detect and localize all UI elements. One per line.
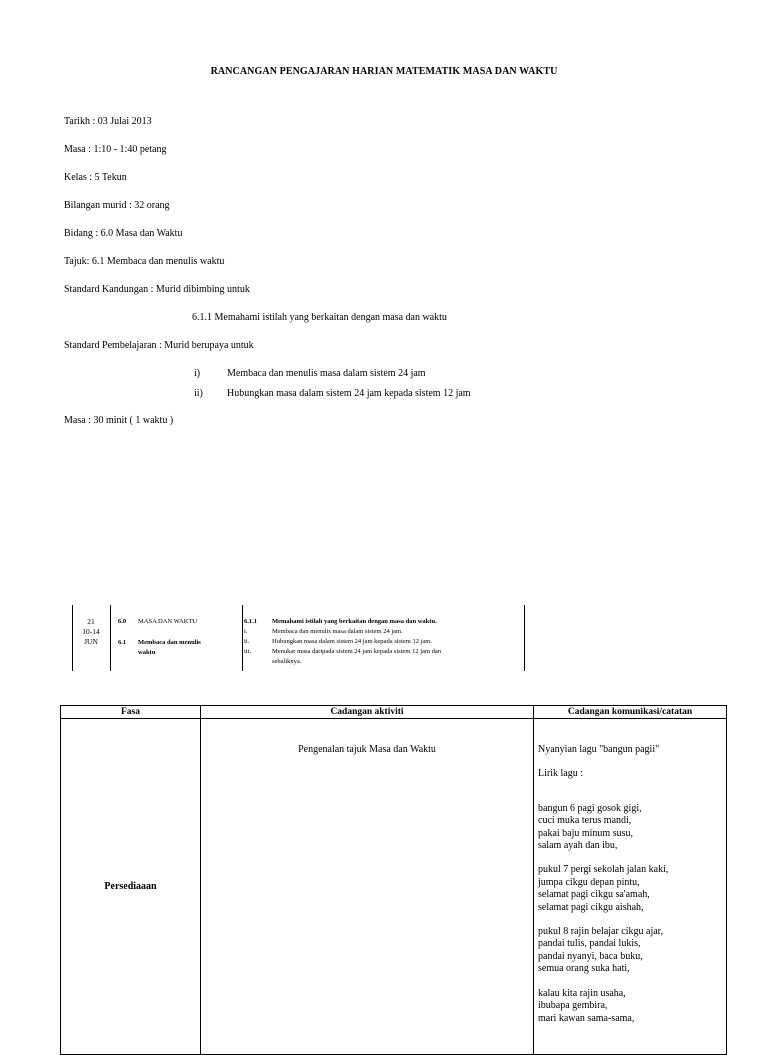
snapshot-sk-code: 6.1.1 bbox=[244, 618, 257, 625]
snapshot-sp-text: Membaca dan menulis masa dalam sistem 24 jam. bbox=[272, 628, 403, 635]
header-aktiviti: Cadangan aktiviti bbox=[201, 706, 534, 719]
aktiviti-cell bbox=[201, 719, 534, 1055]
curriculum-snapshot bbox=[72, 605, 526, 671]
lyric-line: jumpa cikgu depan pintu, bbox=[538, 876, 640, 888]
header-komunikasi: Cadangan komunikasi/catatan bbox=[534, 706, 727, 719]
objective-text: Hubungkan masa dalam sistem 24 jam kepada sistem 12 jam bbox=[227, 388, 471, 399]
week-number: 21 bbox=[87, 617, 95, 626]
week-dates: 10-14 bbox=[82, 627, 100, 636]
snapshot-week bbox=[74, 617, 108, 647]
snapshot-divider bbox=[110, 605, 111, 671]
snapshot-divider bbox=[524, 605, 525, 671]
lesson-table bbox=[60, 705, 727, 1055]
table-row bbox=[61, 719, 727, 1055]
tarikh-line: Tarikh : 03 Julai 2013 bbox=[64, 116, 152, 127]
objective-text: Membaca dan menulis masa dalam sistem 24 jam bbox=[227, 368, 426, 379]
lyric-verse bbox=[538, 803, 726, 853]
lyric-line: pukul 7 pergi sekolah jalan kaki, bbox=[538, 864, 669, 876]
lyric-line: salam ayah dan ibu, bbox=[538, 840, 618, 852]
snapshot-divider bbox=[72, 605, 73, 671]
lyric-line: pakai baju minum susu, bbox=[538, 827, 633, 839]
lirik-label: Lirik lagu : bbox=[538, 768, 583, 780]
lyric-line: bangun 6 pagi gosok gigi, bbox=[538, 802, 642, 814]
lyric-line: kalau kita rajin usaha, bbox=[538, 987, 626, 999]
tajuk-line: Tajuk: 6.1 Membaca dan menulis waktu bbox=[64, 256, 225, 267]
bidang-line: Bidang : 6.0 Masa dan Waktu bbox=[64, 228, 183, 239]
snapshot-sp-num: i. bbox=[244, 628, 248, 635]
snapshot-bidang-code: 6.0 bbox=[118, 618, 127, 625]
kelas-line: Kelas : 5 Tekun bbox=[64, 172, 127, 183]
lyric-line: semua orang suka hati, bbox=[538, 963, 630, 975]
lyric-line: ibubapa gembira, bbox=[538, 1000, 608, 1012]
lyric-line: selamat pagi cikgu aishah, bbox=[538, 901, 644, 913]
aktiviti-text: Pengenalan tajuk Masa dan Waktu bbox=[298, 744, 436, 755]
snapshot-sp-text: Hubungkan masa dalam sistem 24 jam kepada sistem 12 jam. bbox=[272, 638, 432, 645]
objective-number: ii) bbox=[194, 388, 203, 399]
lyric-line: mari kawan sama-sama, bbox=[538, 1012, 635, 1024]
lyric-verse bbox=[538, 864, 726, 914]
standard-kandungan-line: Standard Kandungan : Murid dibimbing untuk bbox=[64, 284, 250, 295]
komunikasi-cell bbox=[534, 719, 727, 1055]
header-fasa: Fasa bbox=[61, 706, 201, 719]
masa-line: Masa : 1:10 - 1:40 petang bbox=[64, 144, 167, 155]
bilangan-line: Bilangan murid : 32 orang bbox=[64, 200, 170, 211]
page-title: RANCANGAN PENGAJARAN HARIAN MATEMATIK MASA DAN WAKTU bbox=[210, 66, 558, 77]
lyric-line: pandai nyanyi, baca buku, bbox=[538, 950, 643, 962]
snapshot-tajuk-name: Membaca dan menulis bbox=[138, 639, 201, 646]
snapshot-sp-num: ii. bbox=[244, 638, 250, 645]
snapshot-sp-num: iii. bbox=[244, 648, 252, 655]
durasi-line: Masa : 30 minit ( 1 waktu ) bbox=[64, 415, 174, 426]
fasa-cell: Persediaaan bbox=[61, 719, 201, 1055]
lyric-line: pandai tulis, pandai lukis, bbox=[538, 938, 641, 950]
lyric-line: pukul 8 rajin belajar cikgu ajar, bbox=[538, 926, 664, 938]
table-header-row bbox=[61, 706, 727, 719]
snapshot-sp-text: Menukar masa daripada sistem 24 jam kepada sistem 12 jam dan bbox=[272, 648, 441, 655]
song-intro: Nyanyian lagu "bangun pagii" bbox=[538, 744, 660, 755]
objective-number: i) bbox=[194, 368, 201, 379]
snapshot-divider bbox=[242, 605, 243, 671]
snapshot-sk-text: Memahami istilah yang berkaitan dengan masa dan waktu. bbox=[272, 618, 437, 625]
lyric-verse bbox=[538, 988, 726, 1025]
lyric-line: selamat pagi cikgu sa'amah, bbox=[538, 889, 650, 901]
lyric-line: cuci muka terus mandi, bbox=[538, 815, 632, 827]
lyric-verse bbox=[538, 926, 726, 976]
snapshot-sp-tail: sebaliknya. bbox=[272, 658, 302, 665]
snapshot-bidang-name: MASA DAN WAKTU bbox=[138, 618, 198, 625]
snapshot-tajuk-name: waktu bbox=[138, 649, 156, 656]
week-month: JUN bbox=[84, 637, 98, 646]
standard-kandungan-item: 6.1.1 Memahami istilah yang berkaitan dengan masa dan waktu bbox=[192, 312, 447, 323]
standard-pembelajaran-line: Standard Pembelajaran : Murid berupaya untuk bbox=[64, 340, 254, 351]
snapshot-tajuk-code: 6.1 bbox=[118, 639, 127, 646]
